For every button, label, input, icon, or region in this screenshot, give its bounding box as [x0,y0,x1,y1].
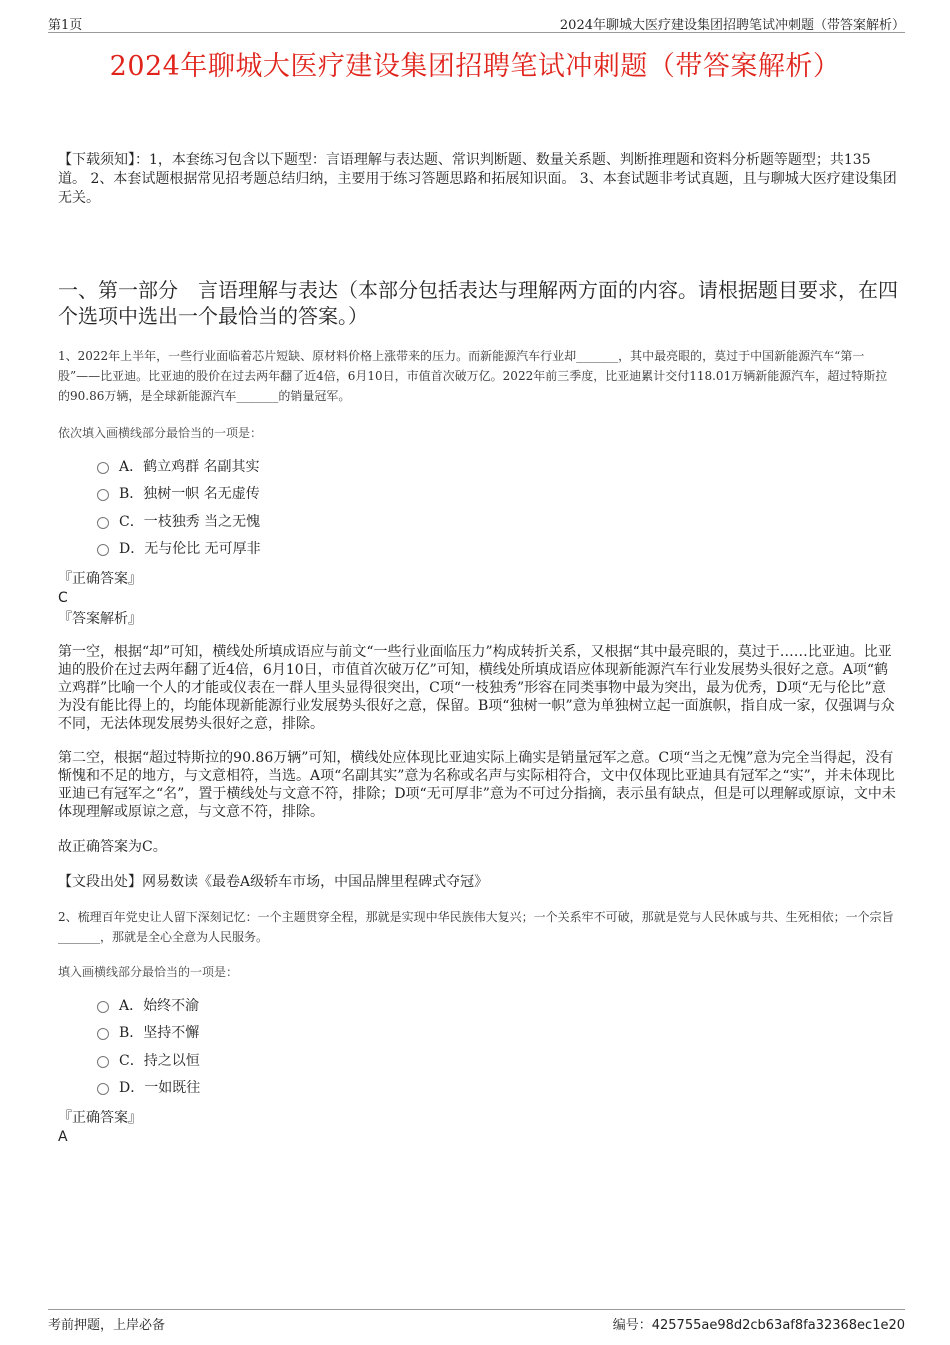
q2-option-c[interactable]: C．持之以恒 [97,1046,200,1074]
radio-icon[interactable] [97,1028,109,1040]
q2-answer-label: 『正确答案』 [58,1110,142,1126]
page-header [48,14,905,33]
radio-icon[interactable] [97,489,109,501]
q1-instruction: 依次填入画横线部分最恰当的一项是： [58,426,263,440]
q2-option-d[interactable]: D．一如既往 [97,1074,200,1102]
q1-analysis-para-2: 第二空，根据“超过特斯拉的90.86万辆”可知，横线处应体现比亚迪实际上确实是销量冠军之意。C项“当之无愧”意为完全当得起，没有惭愧和不足的地方，与文意相符，当选。A项“名副其实”意为名称或名声与实际相符合，文中仅体现比亚迪具有冠军之“实”，并未体现比亚迪已有冠军之“名”，置于横线处与文意不符，排除；D项“无可厚非”意为不可过分指摘，表示虽有缺点，但是可以理解或原谅，文中未体现理解或原谅之意，与文意不符，排除。 [58,750,896,820]
footer-code: 编号：425755ae98d2cb63af8fa32368ec1e20 [612,1318,905,1333]
q1-answer: C [58,590,68,606]
radio-icon[interactable] [97,1001,109,1013]
header-doc-title: 2024年聊城大医疗建设集团招聘笔试冲刺题（带答案解析） [559,18,905,33]
q1-stem: 1、2022年上半年，一些行业面临着芯片短缺、原材料价格上涨带来的压力。而新能源汽车行业却_______，其中最亮眼的，莫过于中国新能源汽车“第一股”——比亚迪。比亚迪的股价在过去两年翻了近4倍，6月10日，市值首次破万亿。2022年前三季度，比亚迪累计交付118.01万辆新能源汽车，超过特斯拉的90.86万辆，是全球新能源汽车_______的销量冠军。 [58,349,888,403]
page-number: 第1页 [48,18,83,33]
q1-analysis-para-1: 第一空，根据“却”可知，横线处所填成语应与前文“一些行业面临压力”构成转折关系，又根据“其中最亮眼的，莫过于……比亚迪。比亚迪的股价在过去两年翻了近4倍，6月10日，市值首次破万亿”可知，横线处所填成语应体现新能源汽车行业发展势头很好之意。A项“鹤立鸡群”比喻一个人的才能或仪表在一群人里头显得很突出，C项“一枝独秀”形容在同类事物中最为突出，最为优秀，D项“无与伦比”意为没有能比得上的，均能体现新能源行业发展势头很好之意，保留。B项“独树一帜”意为单独树立起一面旗帜，指自成一家，仅强调与众不同，无法体现发展势头很好之意，排除。 [58,644,895,732]
q2-option-a[interactable]: A．始终不渝 [97,991,200,1019]
radio-icon[interactable] [97,1056,109,1068]
footer-slogan: 考前押题，上岸必备 [48,1318,166,1333]
section-heading: 一、第一部分 言语理解与表达（本部分包括表达与理解两方面的内容。请根据题目要求，在四个选项中选出一个最恰当的答案。） [58,278,898,328]
page-footer [48,1309,905,1333]
q2-stem: 2、梳理百年党史让人留下深刻记忆：一个主题贯穿全程，那就是实现中华民族伟大复兴；一个关系牢不可破，那就是党与人民休戚与共、生死相依；一个宗旨_______，那就是全心全意为人民服务。 [58,910,894,944]
q1-conclusion: 故正确答案为C。 [58,839,167,855]
q1-option-d[interactable]: D．无与伦比 无可厚非 [97,535,261,563]
radio-icon[interactable] [97,462,109,474]
radio-icon[interactable] [97,517,109,529]
q2-options [97,991,200,1101]
q1-answer-label: 『正确答案』 [58,571,142,587]
download-notice: 【下载须知】：1，本套练习包含以下题型：言语理解与表达题、常识判断题、数量关系题、判断推理题和资料分析题等题型；共135道。 2、本套试题根据常见招考题总结归纳，主要用于练习答题思路和拓展知识面。 3、本套试题非考试真题，且与聊城大医疗建设集团无关。 [58,152,897,206]
q2-answer: A [58,1129,68,1145]
radio-icon[interactable] [97,544,109,556]
q1-option-b[interactable]: B．独树一帜 名无虚传 [97,480,261,508]
page-title: 2024年聊城大医疗建设集团招聘笔试冲刺题（带答案解析） [109,51,841,82]
q1-option-a[interactable]: A．鹤立鸡群 名副其实 [97,452,261,480]
q1-option-c[interactable]: C．一枝独秀 当之无愧 [97,507,261,535]
radio-icon[interactable] [97,1083,109,1095]
q2-instruction: 填入画横线部分最恰当的一项是： [58,965,239,979]
q2-option-b[interactable]: B．坚持不懈 [97,1019,200,1047]
q1-source: 【文段出处】网易数读《最卷A级轿车市场，中国品牌里程碑式夺冠》 [58,874,489,890]
q1-analysis-label: 『答案解析』 [58,611,142,627]
q1-options [97,452,261,562]
